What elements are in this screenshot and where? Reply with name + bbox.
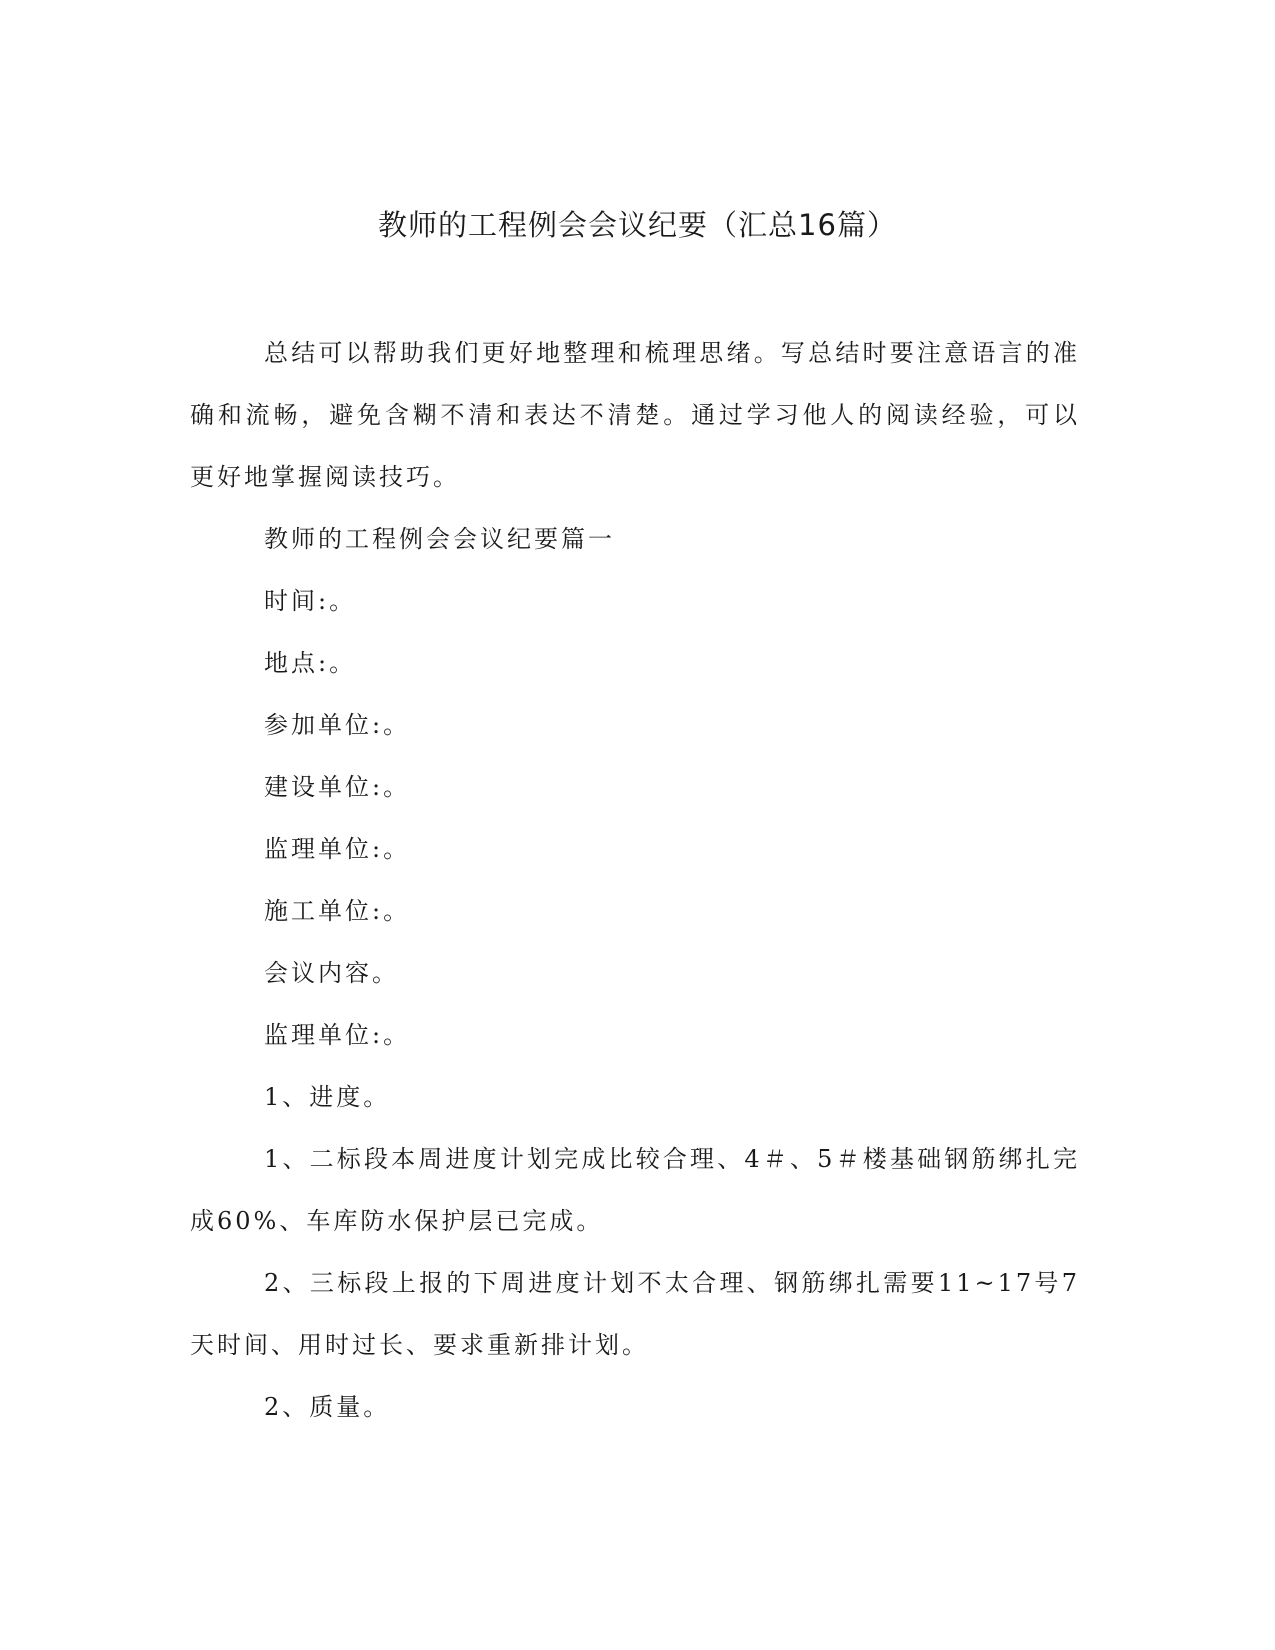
intro-paragraph: 总结可以帮助我们更好地整理和梳理思绪。写总结时要注意语言的准确和流畅，避免含糊不清和表达不清楚。通过学习他人的阅读经验，可以更好地掌握阅读技巧。: [190, 339, 1080, 491]
quality-heading: 2、质量。: [264, 1393, 391, 1421]
supervision-unit: 监理单位:。: [264, 835, 411, 863]
progress-item-1: 1、二标段本周进度计划完成比较合理、4＃、5＃楼基础钢筋绑扎完成60%、车库防水保护层已完成。: [190, 1145, 1080, 1235]
supervision-unit-remarks: 监理单位:。: [264, 1021, 411, 1049]
meeting-time: 时间:。: [264, 587, 357, 615]
construction-owner-unit: 建设单位:。: [264, 773, 411, 801]
participating-units: 参加单位:。: [264, 711, 411, 739]
document-body: [190, 322, 1080, 1438]
progress-item-2: 2、三标段上报的下周进度计划不太合理、钢筋绑扎需要11~17号7天时间、用时过长、要求重新排计划。: [190, 1269, 1080, 1359]
section-heading: 教师的工程例会会议纪要篇一: [264, 525, 615, 553]
meeting-content: 会议内容。: [264, 959, 399, 987]
meeting-location: 地点:。: [264, 649, 357, 677]
contractor-unit: 施工单位:。: [264, 897, 411, 925]
document-title: 教师的工程例会会议纪要（汇总16篇）: [378, 208, 897, 242]
progress-heading: 1、进度。: [264, 1083, 391, 1111]
